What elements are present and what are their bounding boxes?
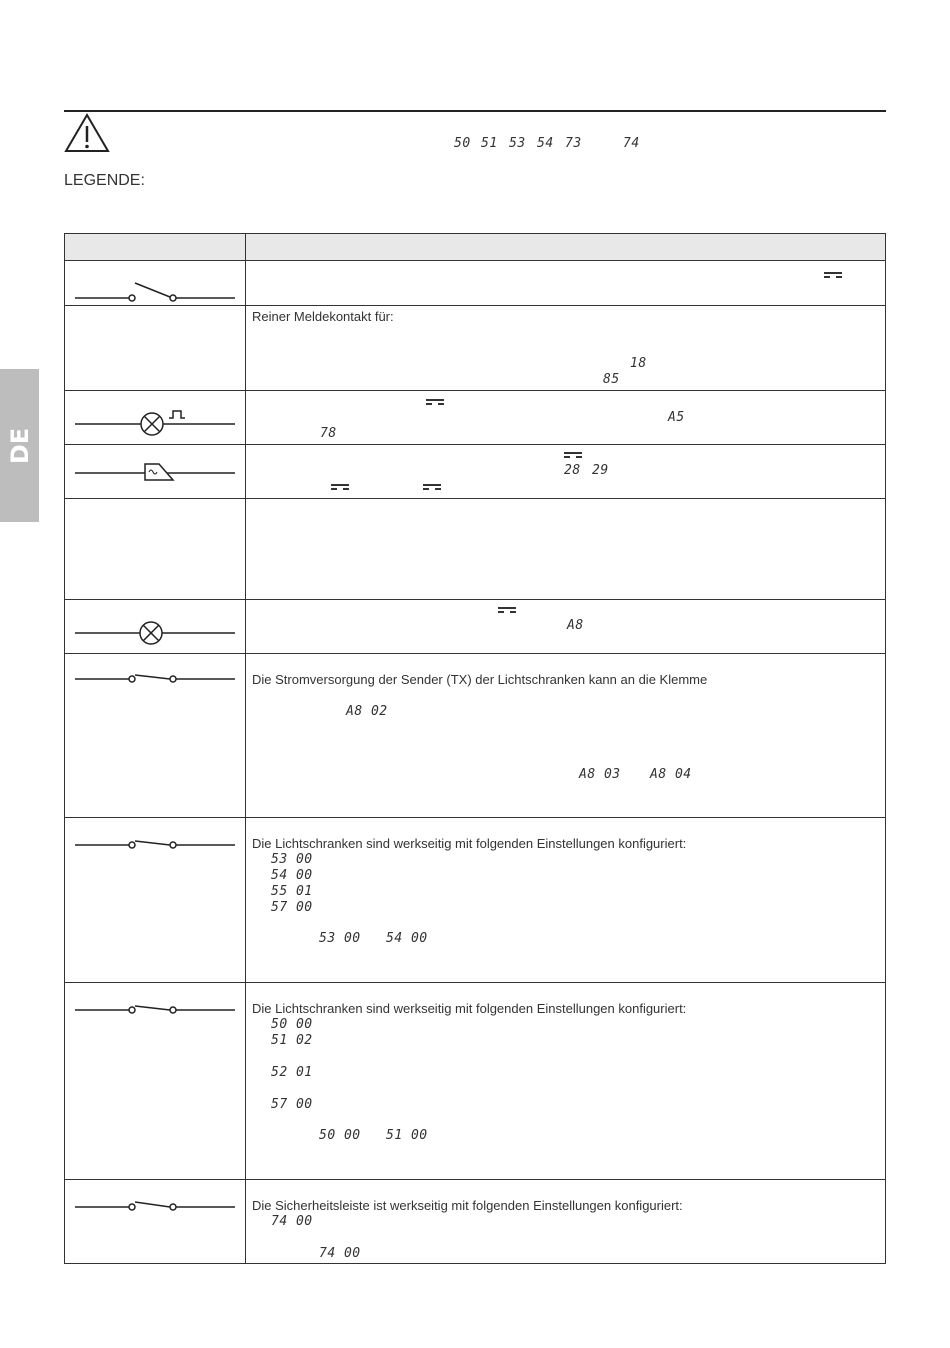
symbol-cell [65, 499, 246, 600]
row-text: Die Sicherheitsleiste ist werkseitig mit folgenden Einstellungen konfiguriert: [252, 1198, 683, 1213]
param-code: 54 00 [386, 931, 428, 946]
table-row [65, 654, 886, 818]
param-code: 57 00 [271, 900, 313, 915]
language-tab-label: DE [5, 427, 34, 464]
header-cell-description [246, 234, 886, 261]
param-code: 55 01 [271, 884, 313, 899]
row-text: Reiner Meldekontakt für: [252, 309, 394, 324]
param-code: 74 00 [319, 1246, 361, 1261]
param-code: 28 [564, 463, 581, 478]
param-code: 54 [537, 136, 554, 151]
param-code: 18 [630, 356, 647, 371]
legend-table [64, 233, 886, 1264]
symbol-cell [65, 983, 246, 1180]
description-cell [246, 445, 886, 499]
warning-icon [64, 113, 110, 153]
param-code: 52 01 [271, 1065, 313, 1080]
lamp-icon [65, 600, 245, 654]
nc-contact-icon [65, 818, 245, 858]
param-code: A8 03 [579, 767, 621, 782]
flashing-lamp-icon [65, 391, 245, 445]
table-row [65, 818, 886, 983]
description-cell [246, 1180, 886, 1264]
param-code: 51 00 [386, 1128, 428, 1143]
symbol-cell [65, 1180, 246, 1264]
symbol-cell [65, 600, 246, 654]
description-cell [246, 391, 886, 445]
param-code: 50 00 [319, 1128, 361, 1143]
table-row [65, 600, 886, 654]
param-code: A8 [567, 618, 584, 633]
table-row [65, 1180, 886, 1264]
dc-symbol-icon [423, 484, 441, 490]
param-code: 53 00 [271, 852, 313, 867]
nc-contact-icon [65, 983, 245, 1023]
table-row [65, 983, 886, 1180]
param-code: 51 02 [271, 1033, 313, 1048]
header-rule [64, 110, 886, 112]
description-cell [246, 261, 886, 306]
row-text: Die Lichtschranken sind werkseitig mit folgenden Einstellungen konfiguriert: [252, 1001, 687, 1016]
row-text: Die Lichtschranken sind werkseitig mit folgenden Einstellungen konfiguriert: [252, 836, 687, 851]
description-cell [246, 499, 886, 600]
table-row [65, 391, 886, 445]
nc-contact-icon [65, 654, 245, 694]
table-row [65, 261, 886, 306]
param-code: 74 00 [271, 1214, 313, 1229]
language-tab [0, 369, 39, 522]
description-cell [246, 818, 886, 983]
header-cell-symbol [65, 234, 246, 261]
param-code: A8 02 [346, 704, 388, 719]
symbol-cell [65, 818, 246, 983]
nc-contact-icon [65, 1180, 245, 1220]
param-code: 50 00 [271, 1017, 313, 1032]
param-code: 53 00 [319, 931, 361, 946]
param-code: 57 00 [271, 1097, 313, 1112]
param-code: A8 04 [650, 767, 692, 782]
param-code: 29 [592, 463, 609, 478]
open-switch-icon [65, 261, 245, 305]
dc-symbol-icon [564, 452, 582, 458]
param-code: 85 [603, 372, 620, 387]
param-code: 54 00 [271, 868, 313, 883]
param-code: 50 [454, 136, 471, 151]
symbol-cell [65, 306, 246, 391]
description-cell [246, 306, 886, 391]
param-code: 53 [509, 136, 526, 151]
table-row [65, 306, 886, 391]
param-code: 51 [481, 136, 498, 151]
param-code: 78 [320, 426, 337, 441]
symbol-cell [65, 391, 246, 445]
legend-label: LEGENDE: [64, 172, 145, 189]
dc-symbol-icon [824, 272, 842, 278]
electric-lock-icon [65, 445, 245, 499]
param-code: A5 [668, 410, 685, 425]
table-header-row [65, 234, 886, 261]
table-row [65, 445, 886, 499]
symbol-cell [65, 445, 246, 499]
description-cell [246, 654, 886, 818]
dc-symbol-icon [331, 484, 349, 490]
description-cell [246, 600, 886, 654]
row-text: Die Stromversorgung der Sender (TX) der Lichtschranken kann an die Klemme [252, 672, 708, 687]
dc-symbol-icon [426, 399, 444, 405]
param-code: 74 [623, 136, 640, 151]
symbol-cell [65, 654, 246, 818]
table-row [65, 499, 886, 600]
dc-symbol-icon [498, 607, 516, 613]
description-cell [246, 983, 886, 1180]
symbol-cell [65, 261, 246, 306]
param-code: 73 [565, 136, 582, 151]
